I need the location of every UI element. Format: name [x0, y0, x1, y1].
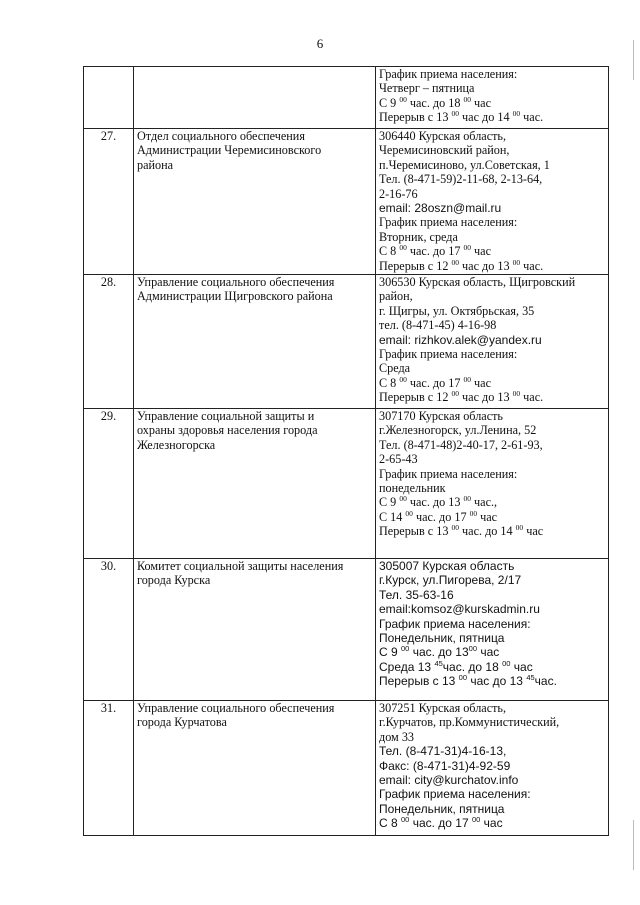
contact-info-line: [379, 787, 605, 801]
contact-info-line: [379, 172, 605, 186]
row-number: 28.: [84, 275, 134, 409]
scan-edge-mark: [633, 40, 634, 80]
time-minutes-superscript: 45: [526, 673, 535, 683]
time-minutes-superscript: 00: [468, 644, 477, 654]
contact-info-text: час. до 17: [406, 375, 464, 390]
contact-info-line: [379, 452, 605, 466]
institution-name-line: города Курчатова: [137, 715, 227, 730]
contact-info-line: [379, 390, 605, 404]
contact-info-line: [379, 495, 605, 509]
contact-info-line: [379, 438, 605, 452]
contact-info-text: час. до 14: [459, 524, 516, 539]
contact-info-text: График приема населения:: [379, 347, 518, 362]
contact-info-line: [379, 674, 605, 688]
contact-info-line: [379, 361, 605, 375]
time-minutes-superscript: 00: [451, 389, 459, 399]
table-row: [84, 67, 609, 129]
contact-info-text: час: [471, 375, 491, 390]
time-minutes-superscript: 00: [399, 374, 407, 384]
contact-info-line: [379, 730, 605, 744]
contact-info-line: [379, 244, 605, 258]
contact-info-text: 306530 Курская область, Щигровский: [379, 275, 576, 289]
contact-info-line: [379, 715, 605, 729]
contact-info-text: email: city@kurchatov.info: [379, 773, 519, 788]
contact-info-line: [379, 110, 605, 124]
contact-info-line: [379, 347, 605, 361]
contact-info-line: [379, 318, 605, 332]
contact-info-text: С 9: [379, 495, 400, 510]
contact-info-text: График приема населения:: [379, 787, 531, 802]
contact-info-text: Перерыв с 13: [379, 110, 452, 125]
contact-info-text: 307251 Курская область,: [379, 701, 507, 715]
table-row: [84, 409, 609, 559]
contact-info-text: час.: [534, 674, 557, 689]
time-minutes-superscript: 00: [401, 815, 410, 825]
contact-info-cell: [376, 559, 609, 701]
contact-info-line: [379, 524, 605, 538]
contact-info-cell: [376, 409, 609, 559]
contact-info-text: Понедельник, пятница: [379, 631, 505, 646]
institutions-table: [83, 66, 609, 836]
contact-info-text: час: [477, 645, 500, 660]
contact-info-line: [379, 158, 605, 172]
contact-info-line: [379, 376, 605, 390]
contact-info-line: [379, 802, 605, 816]
contact-info-text: Среда 13: [379, 659, 435, 674]
contact-info-line: [379, 289, 605, 303]
time-minutes-superscript: 00: [471, 815, 481, 825]
institution-name-cell: [134, 67, 376, 129]
contact-info-line: [379, 510, 605, 524]
institution-name-line: района: [137, 157, 174, 172]
contact-info-line: [379, 96, 605, 110]
time-minutes-superscript: 00: [502, 658, 511, 668]
contact-info-text: Тел. (8-471-59)2-11-68, 2-13-64,: [379, 172, 543, 187]
contact-info-text: Перерыв с 12: [379, 258, 452, 273]
institution-name-cell: [134, 559, 376, 701]
time-minutes-superscript: 00: [451, 523, 459, 533]
contact-info-line: [379, 81, 605, 95]
time-minutes-superscript: 00: [463, 243, 471, 253]
institution-name-line: Железногорска: [137, 437, 216, 452]
contact-info-text: час: [510, 659, 533, 674]
row-number: [84, 67, 134, 129]
contact-info-line: [379, 259, 605, 273]
contact-info-text: час.: [520, 258, 544, 273]
time-minutes-superscript: 00: [399, 94, 407, 104]
contact-info-text: Понедельник, пятница: [379, 801, 505, 816]
table-row: [84, 559, 609, 701]
contact-info-line: [379, 409, 605, 423]
contact-info-text: График приема населения:: [379, 616, 531, 631]
time-minutes-superscript: 00: [399, 243, 407, 253]
contact-info-text: Черемисиновский район,: [379, 143, 510, 158]
contact-info-text: час. до 13: [406, 495, 464, 510]
contact-info-cell: [376, 129, 609, 275]
row-number: 27.: [84, 129, 134, 275]
institution-name-line: Комитет социальной защиты населения: [137, 559, 344, 573]
contact-info-text: п.Черемисиново, ул.Советская, 1: [379, 157, 550, 172]
institution-name-cell: [134, 129, 376, 275]
time-minutes-superscript: 00: [512, 257, 521, 267]
time-minutes-superscript: 00: [463, 374, 471, 384]
row-number: 30.: [84, 559, 134, 701]
contact-info-text: час. до 17: [406, 244, 464, 259]
contact-info-line: [379, 660, 605, 674]
time-minutes-superscript: 00: [405, 508, 413, 518]
contact-info-line: [379, 230, 605, 244]
institution-name-line: Управление социального обеспечения: [137, 275, 335, 289]
contact-info-cell: [376, 275, 609, 409]
scan-edge-mark: [633, 820, 634, 870]
contact-info-text: Тел. 35-63-16: [379, 587, 454, 602]
contact-info-text: час до 14: [459, 110, 513, 125]
contact-info-text: час. до 13: [409, 645, 469, 660]
institution-name-line: Управление социального обеспечения: [137, 701, 335, 715]
contact-info-text: Факс: (8-471-31)4-92-59: [379, 758, 511, 773]
contact-info-line: [379, 588, 605, 602]
institution-name-cell: [134, 701, 376, 836]
time-minutes-superscript: 00: [463, 494, 471, 504]
time-minutes-superscript: 00: [512, 109, 521, 119]
contact-info-line: [379, 467, 605, 481]
contact-info-line: [379, 423, 605, 437]
contact-info-text: час. до 18: [442, 659, 503, 674]
contact-info-text: час.: [520, 110, 544, 125]
contact-info-text: Перерыв с 13: [379, 524, 452, 539]
institution-name-line: Администрации Черемисиновского: [137, 143, 322, 158]
contact-info-text: Тел. (8-471-48)2-40-17, 2-61-93,: [379, 437, 543, 452]
time-minutes-superscript: 00: [451, 109, 459, 119]
contact-info-line: [379, 333, 605, 347]
contact-info-text: Среда: [379, 361, 411, 376]
institution-name-cell: [134, 409, 376, 559]
contact-info-text: 2-16-76: [379, 186, 418, 201]
contact-info-text: 306440 Курская область,: [379, 129, 507, 143]
time-minutes-superscript: 00: [469, 508, 478, 518]
contact-info-line: [379, 559, 605, 573]
contact-info-line: [379, 187, 605, 201]
contact-info-text: График приема населения:: [379, 215, 518, 230]
contact-info-text: час: [477, 509, 498, 524]
row-number: 31.: [84, 701, 134, 836]
contact-info-text: час до 13: [467, 674, 527, 689]
contact-info-text: С 9: [379, 95, 400, 110]
page-number: 6: [316, 36, 324, 51]
contact-info-text: Перерыв с 13: [379, 674, 459, 689]
contact-info-line: [379, 816, 605, 830]
contact-info-line: [379, 645, 605, 659]
contact-info-text: час до 13: [459, 390, 513, 405]
contact-info-text: район,: [379, 289, 413, 304]
time-minutes-superscript: 00: [451, 257, 459, 267]
contact-info-line: [379, 304, 605, 318]
contact-info-text: г.Курчатов, пр.Коммунистический,: [379, 715, 560, 730]
contact-info-line: [379, 481, 605, 495]
contact-info-text: г. Щигры, ул. Октябрьская, 35: [379, 303, 535, 318]
contact-info-text: 2-65-43: [379, 452, 418, 467]
contact-info-text: час: [471, 244, 491, 259]
time-minutes-superscript: 45: [434, 658, 443, 668]
contact-info-text: г.Курск, ул.Пигорева, 2/17: [379, 573, 522, 588]
contact-info-text: email: 28oszn@mail.ru: [379, 201, 502, 216]
contact-info-line: [379, 773, 605, 787]
contact-info-text: email:komsoz@kurskadmin.ru: [379, 602, 540, 617]
contact-info-line: [379, 215, 605, 229]
institution-name-line: охраны здоровья населения города: [137, 423, 318, 438]
institution-name-line: Отдел социального обеспечения: [137, 129, 305, 143]
time-minutes-superscript: 00: [458, 673, 468, 683]
contact-info-line: [379, 201, 605, 215]
contact-info-line: [379, 143, 605, 157]
contact-info-text: дом 33: [379, 729, 415, 744]
contact-info-line: [379, 602, 605, 616]
contact-info-text: График приема населения:: [379, 466, 518, 481]
contact-info-line: [379, 129, 605, 143]
contact-info-text: email: rizhkov.alek@yandex.ru: [379, 332, 542, 347]
contact-info-line: [379, 744, 605, 758]
contact-info-text: час: [471, 95, 491, 110]
time-minutes-superscript: 00: [463, 94, 471, 104]
contact-info-line: [379, 759, 605, 773]
table-row: [84, 275, 609, 409]
contact-info-text: час до 13: [459, 258, 513, 273]
contact-info-text: С 8: [379, 244, 400, 259]
contact-info-line: [379, 617, 605, 631]
contact-info-text: час. до 18: [406, 95, 464, 110]
contact-info-text: час: [480, 816, 503, 831]
institution-name-line: Управление социальной защиты и: [137, 409, 315, 423]
contact-info-text: 305007 Курская область: [379, 559, 515, 573]
contact-info-line: [379, 631, 605, 645]
contact-info-text: График приема населения:: [379, 67, 518, 81]
time-minutes-superscript: 00: [515, 523, 524, 533]
row-number: 29.: [84, 409, 134, 559]
contact-info-line: [379, 67, 605, 81]
contact-info-text: час: [523, 524, 544, 539]
contact-info-text: Перерыв с 12: [379, 390, 452, 405]
contact-info-text: С 9: [379, 645, 402, 660]
contact-info-text: час.,: [471, 495, 498, 510]
table-row: [84, 129, 609, 275]
time-minutes-superscript: 00: [399, 494, 407, 504]
contact-info-text: г.Железногорск, ул.Ленина, 52: [379, 423, 537, 438]
contact-info-text: С 8: [379, 375, 400, 390]
contact-info-text: час. до 17: [412, 509, 470, 524]
contact-info-line: [379, 275, 605, 289]
contact-info-cell: [376, 701, 609, 836]
contact-info-text: 307170 Курская область: [379, 409, 503, 423]
contact-info-text: час.: [520, 390, 544, 405]
contact-info-text: Вторник, среда: [379, 229, 458, 244]
contact-info-text: тел. (8-471-45) 4-16-98: [379, 318, 497, 333]
institution-name-line: города Курска: [137, 573, 211, 588]
institution-name-line: Администрации Щигровского района: [137, 289, 333, 304]
contact-info-line: [379, 573, 605, 587]
contact-info-cell: [376, 67, 609, 129]
contact-info-text: Тел. (8-471-31)4-16-13,: [379, 744, 507, 759]
contact-info-text: С 8: [379, 816, 402, 831]
contact-info-text: Четверг – пятница: [379, 81, 475, 96]
contact-info-text: час. до 17: [409, 816, 472, 831]
institution-name-cell: [134, 275, 376, 409]
contact-info-text: С 14: [379, 509, 406, 524]
time-minutes-superscript: 00: [401, 644, 410, 654]
contact-info-text: понедельник: [379, 481, 446, 496]
contact-info-line: [379, 701, 605, 715]
time-minutes-superscript: 00: [512, 389, 521, 399]
table-row: [84, 701, 609, 836]
